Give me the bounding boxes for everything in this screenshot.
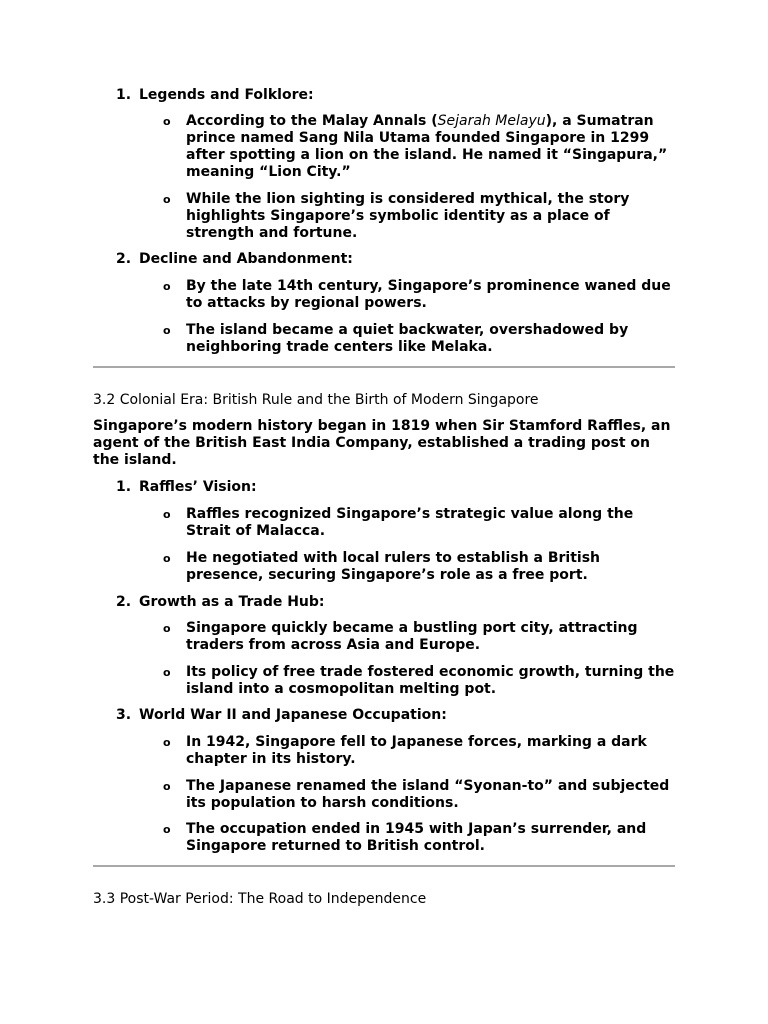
bullet-icon: o [163, 324, 171, 337]
list-label: Decline and Abandonment: [139, 251, 353, 267]
bullet-text: By the late 14th century, Singapore’s prominence waned due to attacks by regional powers. [186, 278, 671, 311]
list-number: 1. [116, 479, 132, 495]
bullet-icon: o [163, 193, 171, 206]
list-item-ww2 [116, 707, 676, 724]
list-number: 1. [116, 87, 132, 103]
list-item-raffles-vision [116, 479, 676, 496]
bullet-text: Raffles recognized Singapore’s strategic value along the Strait of Malacca. [186, 506, 634, 539]
list-label: World War II and Japanese Occupation: [139, 707, 447, 723]
list-number: 2. [116, 251, 132, 267]
list-item-trade-hub [116, 594, 676, 611]
list-number: 3. [116, 707, 132, 723]
bullet-icon: o [163, 552, 171, 565]
bullet-text: According to the Malay Annals (Sejarah Melayu), a Sumatran prince named Sang Nila Utama founded Singapore in 1299 after spotting a lion on the island. He named it “Singapura,” meaning “Lion City.” [186, 113, 668, 180]
list-item-legends [116, 87, 676, 104]
bullet-text: In 1942, Singapore fell to Japanese forces, marking a dark chapter in its history. [186, 734, 647, 767]
bullet-text: While the lion sighting is considered mythical, the story highlights Singapore’s symbolic identity as a place of strength and fortune. [186, 191, 630, 241]
bullet-text: He negotiated with local rulers to establish a British presence, securing Singapore’s role as a free port. [186, 550, 601, 583]
list-label: Raffles’ Vision: [139, 479, 257, 495]
bullet-icon: o [163, 666, 171, 679]
list-number: 2. [116, 594, 132, 610]
horizontal-divider [93, 366, 675, 368]
bullet-text: The island became a quiet backwater, overshadowed by neighboring trade centers like Melaka. [186, 322, 629, 355]
bullet-icon: o [163, 736, 171, 749]
bullet-text: The Japanese renamed the island “Syonan-to” and subjected its population to harsh conditions. [186, 778, 670, 811]
bullet-text: Its policy of free trade fostered economic growth, turning the island into a cosmopolitan melting pot. [186, 664, 675, 697]
list-label: Growth as a Trade Hub: [139, 594, 325, 610]
bullet-icon: o [163, 780, 171, 793]
bullet-text: Singapore quickly became a bustling port city, attracting traders from across Asia and Europe. [186, 620, 638, 653]
bullet-icon: o [163, 280, 171, 293]
italic-title: Sejarah Melayu [437, 113, 546, 129]
section-heading: 3.2 Colonial Era: British Rule and the Birth of Modern Singapore [93, 392, 539, 408]
horizontal-divider [93, 865, 675, 867]
section-intro-paragraph: Singapore’s modern history began in 1819 when Sir Stamford Raffles, an agent of the British East India Company, established a trading post on the island. [93, 418, 671, 468]
bullet-icon: o [163, 823, 171, 836]
bullet-text: The occupation ended in 1945 with Japan’s surrender, and Singapore returned to British control. [186, 821, 647, 854]
bullet-icon: o [163, 115, 171, 128]
list-item-decline [116, 251, 676, 268]
bullet-icon: o [163, 622, 171, 635]
list-label: Legends and Folklore: [139, 87, 314, 103]
section-heading: 3.3 Post-War Period: The Road to Independence [93, 891, 427, 907]
bullet-icon: o [163, 508, 171, 521]
